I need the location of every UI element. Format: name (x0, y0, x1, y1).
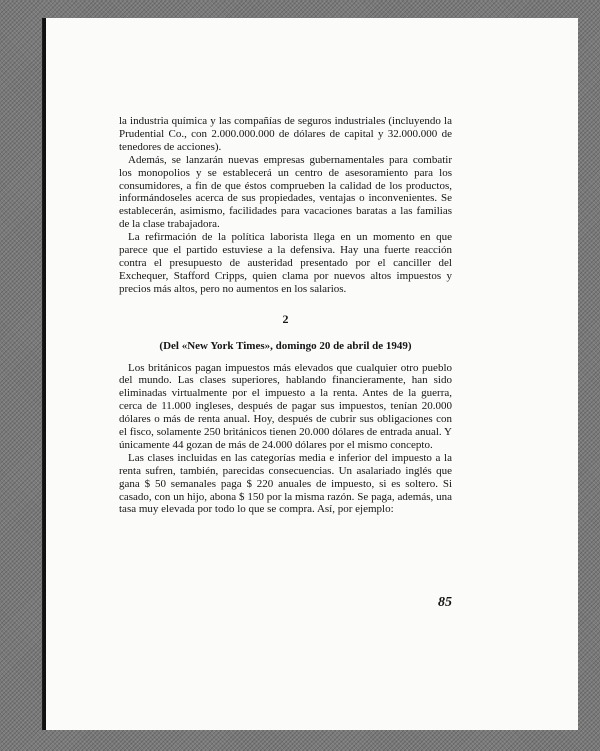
paragraph-3: La refirmación de la política laborista llega en un momento en que parece que el partido estuviese a la defensiva. Hay una fuerte reacción contra el presupuesto de austeridad presentado por el canciller del Exchequer, Stafford Cripps, quien clama por nuevos altos impuestos y precios más altos, pero no aumentos en los salarios. (119, 231, 452, 295)
book-page (45, 18, 578, 730)
section-number: 2 (282, 311, 289, 326)
source-line: (Del «New York Times», domingo 20 de abril de 1949) (159, 339, 412, 352)
paragraph-2: Además, se lanzarán nuevas empresas gubernamentales para combatir los monopolios y se establecerá un centro de asesoramiento para los consumidores, a fin de que éstos comprueben la calidad de los productos, informándoseles acerca de sus propiedades, ventajas o inconvenientes. Se establecerán, asimismo, facilidades para vacaciones baratas a las familias de la clase trabajadora. (119, 153, 452, 231)
page-number: 85 (438, 595, 452, 610)
paragraph-1: la industria química y las compañías de seguros industriales (incluyendo la Prudential Co., con 2.000.000.000 de dólares de capital y 32.000.000 de tenedores de acciones). (119, 115, 452, 153)
page-text (119, 115, 452, 516)
paragraph-5: Las clases incluidas en las categorías media e inferior del impuesto a la renta sufren, también, parecidas consecuencias. Un asalariado inglés que gana $ 50 semanales paga $ 220 anuales de impuesto, si es soltero. Si casado, con un hijo, abona $ 150 por la misma razón. Se paga, además, una tasa muy elevada por todo lo que se compra. Así, por ejemplo: (119, 451, 452, 516)
paragraph-4: Los británicos pagan impuestos más elevados que cualquier otro pueblo del mundo. Las clases superiores, hablando financieramente, han sido eliminadas virtualmente por el impuesto a la renta. Antes de la guerra, cerca de 11.000 ingleses, después de pagar sus impuestos, tenían 20.000 dólares o más de renta anual. Hoy, después de cubrir sus obligaciones con el fisco, solamente 250 británicos tienen 20.000 dólares de entrada anual. Y únicamente 44 gozan de más de 24.000 dólares por el mismo concepto. (119, 361, 452, 451)
